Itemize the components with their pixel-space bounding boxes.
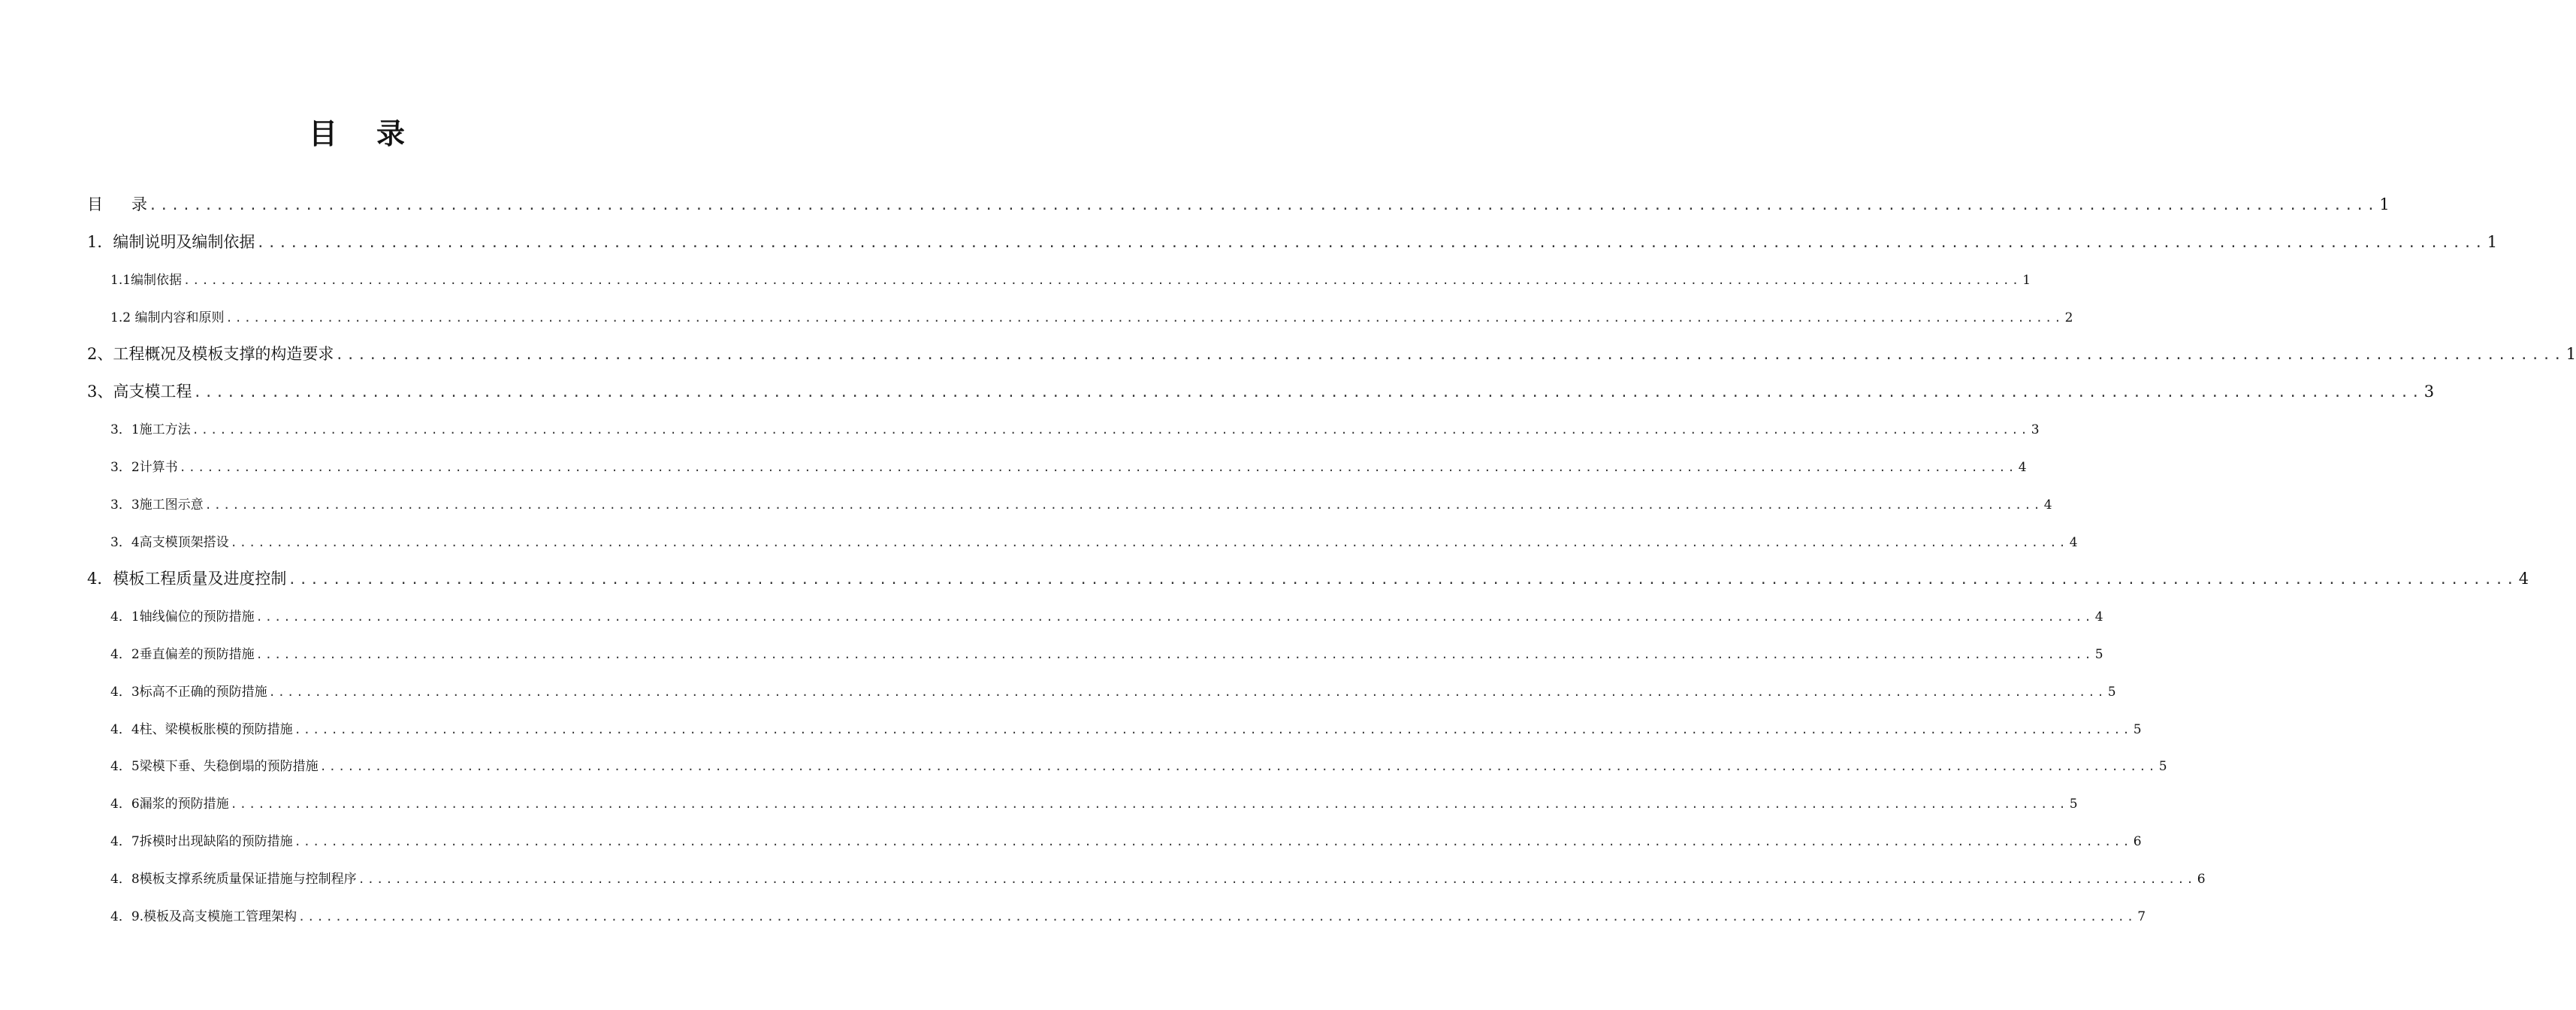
toc-entry-page: 6 <box>2133 834 2142 849</box>
toc-entry[interactable] <box>110 310 2073 325</box>
toc-leader-dots: ........................................................................................................................................................................................................ <box>192 423 2030 437</box>
toc-leader-dots: ........................................................................................................................................................................................................ <box>193 385 2423 401</box>
toc-entry-page: 3 <box>2423 383 2435 401</box>
toc-entry-label: 2、工程概况及模板支撑的构造要求 <box>87 345 334 363</box>
toc-entry-page: 1 <box>2565 345 2576 363</box>
toc-entry[interactable] <box>87 195 2390 214</box>
toc-leader-dots: ........................................................................................................................................................................................................ <box>294 835 2132 848</box>
toc-leader-dots: ........................................................................................................................................................................................................ <box>230 536 2068 549</box>
toc-leader-dots: ........................................................................................................................................................................................................ <box>183 274 2022 287</box>
toc-entry-page: 5 <box>2133 722 2142 737</box>
toc-entry[interactable] <box>110 834 2142 849</box>
toc-entry-label: 3．2计算书 <box>110 460 178 475</box>
toc-entry-page: 1 <box>2379 195 2390 213</box>
toc-entry-page: 4 <box>2518 570 2529 588</box>
toc-entry-label: 1.1编制依据 <box>110 273 183 288</box>
toc-leader-dots: ........................................................................................................................................................................................................ <box>335 347 2565 363</box>
toc-entry[interactable] <box>110 722 2142 737</box>
page-title-right: 录 <box>376 117 406 150</box>
toc-leader-dots: ........................................................................................................................................................................................................ <box>319 760 2158 773</box>
toc-entry[interactable] <box>110 872 2206 887</box>
toc-entry-label: 3．3施工图示意 <box>110 497 204 513</box>
toc-entry-label: 目 录 <box>87 195 147 213</box>
toc-entry-label: 4．1轴线偏位的预防措施 <box>110 609 255 624</box>
toc-entry[interactable] <box>110 460 2027 475</box>
toc-entry[interactable] <box>110 909 2146 924</box>
toc-leader-dots: ........................................................................................................................................................................................................ <box>149 198 2378 213</box>
toc-entry[interactable] <box>87 345 2576 364</box>
toc-entry-page: 2 <box>2064 310 2073 325</box>
toc-entry[interactable] <box>87 383 2435 401</box>
toc-entry[interactable] <box>87 233 2498 252</box>
toc-entry[interactable] <box>110 797 2078 812</box>
toc-entry-page: 4 <box>2069 535 2078 550</box>
toc-entry[interactable] <box>110 685 2116 700</box>
toc-leader-dots: ........................................................................................................................................................................................................ <box>358 872 2196 886</box>
toc-entry-label: 3、高支模工程 <box>87 383 192 401</box>
toc-leader-dots: ........................................................................................................................................................................................................ <box>230 797 2068 811</box>
toc-entry-page: 7 <box>2137 909 2146 924</box>
toc-entry-page: 4 <box>2094 609 2103 624</box>
toc-entry-page: 5 <box>2107 685 2116 700</box>
toc-entry-page: 5 <box>2094 647 2103 662</box>
toc-leader-dots: ........................................................................................................................................................................................................ <box>225 311 2064 325</box>
toc-leader-dots: ........................................................................................................................................................................................................ <box>294 723 2132 736</box>
toc-entry-label: 4．6漏浆的预防措施 <box>110 797 229 812</box>
toc-entry-label: 1.2 编制内容和原则 <box>110 310 225 325</box>
toc-entry[interactable] <box>110 759 2167 774</box>
toc-entry-label: 4．9.模板及高支模施工管理架构 <box>110 909 297 924</box>
toc-entry[interactable] <box>110 609 2103 624</box>
toc-entry[interactable] <box>110 422 2040 437</box>
toc-leader-dots: ........................................................................................................................................................................................................ <box>204 498 2043 512</box>
toc-entry-label: 4．2垂直偏差的预防措施 <box>110 647 255 662</box>
toc-entry-label: 4．8模板支撑系统质量保证措施与控制程序 <box>110 872 357 887</box>
toc-entry-label: 4．7拆模时出现缺陷的预防措施 <box>110 834 293 849</box>
toc-entry[interactable] <box>110 647 2103 662</box>
toc-leader-dots: ........................................................................................................................................................................................................ <box>179 461 2017 474</box>
toc-leader-dots: ........................................................................................................................................................................................................ <box>255 610 2094 624</box>
toc-entry-page: 5 <box>2069 797 2078 812</box>
toc-entry-page: 5 <box>2158 759 2167 774</box>
toc-entry-page: 1 <box>2022 273 2031 288</box>
toc-entry-page: 4 <box>2043 497 2052 513</box>
toc-entry-label: 3．4高支模顶架搭设 <box>110 535 229 550</box>
toc-entry[interactable] <box>110 273 2031 288</box>
toc-leader-dots: ........................................................................................................................................................................................................ <box>298 910 2137 924</box>
toc-entry-label: 4．3标高不正确的预防措施 <box>110 685 267 700</box>
toc-entry-page: 6 <box>2197 872 2206 887</box>
toc-entry-page: 1 <box>2487 233 2498 251</box>
toc-leader-dots: ........................................................................................................................................................................................................ <box>288 572 2517 588</box>
toc-entry-label: 4．4柱、梁模板胀模的预防措施 <box>110 722 293 737</box>
toc-entry-label: 4．模板工程质量及进度控制 <box>87 570 287 588</box>
toc-leader-dots: ........................................................................................................................................................................................................ <box>268 685 2106 699</box>
toc-entry-label: 1．编制说明及编制依据 <box>87 233 255 251</box>
toc-entry[interactable] <box>110 535 2078 550</box>
page-title <box>0 111 714 156</box>
toc-entry[interactable] <box>110 497 2052 513</box>
toc-entry-label: 4．5梁模下垂、失稳倒塌的预防措施 <box>110 759 319 774</box>
toc-leader-dots: ........................................................................................................................................................................................................ <box>256 235 2486 251</box>
toc-entry[interactable] <box>87 570 2529 588</box>
toc-entry-page: 3 <box>2031 422 2040 437</box>
toc-entry-page: 4 <box>2018 460 2027 475</box>
toc-leader-dots: ........................................................................................................................................................................................................ <box>255 648 2094 661</box>
toc-entry-label: 3．1施工方法 <box>110 422 191 437</box>
page-title-left: 目 <box>308 117 337 150</box>
